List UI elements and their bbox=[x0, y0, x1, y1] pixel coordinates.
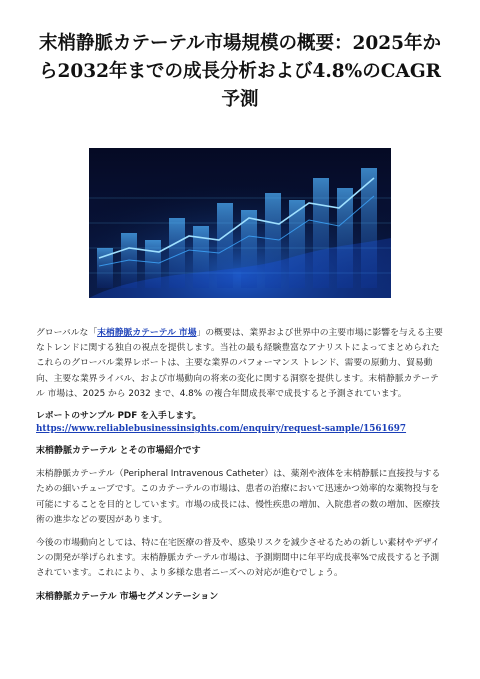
market-link[interactable]: 末梢静脈カテーテル 市場 bbox=[97, 328, 197, 338]
sample-request-block bbox=[36, 410, 446, 436]
growth-chart-illustration bbox=[89, 148, 391, 298]
intro-paragraph bbox=[36, 326, 446, 402]
page-title: 末梢静脈カテーテル市場規模の概要：2025年から2032年までの成長分析および4.8%のCAGR予測 bbox=[38, 33, 442, 110]
sample-request-link[interactable]: https://www.reliablebusinessinsights.com/enquiry/request-sample/1561697 bbox=[36, 424, 407, 435]
hero-image bbox=[89, 148, 391, 298]
section-heading-intro: 末梢静脈カテーテル とその市場紹介です bbox=[36, 446, 201, 457]
section-heading-segmentation: 末梢静脈カテーテル 市場セグメンテーション bbox=[36, 591, 219, 602]
definition-paragraph: 末梢静脈カテーテル（Peripheral Intravenous Catheter）は、薬剤や液体を末梢静脈に直接投与するための細いチューブです。このカテーテルの市場は、患者の治療において迅速かつ効率的な薬物投与を可能にすることを目的としています。市場の成長には、慢性疾患の増加、入院患者の数の増加、医療技術の進歩などの要因があります。 bbox=[36, 469, 441, 525]
article-body bbox=[36, 326, 446, 613]
trends-paragraph: 今後の市場動向としては、特に在宅医療の普及や、感染リスクを減少させるための新しい素材やデザインの開発が挙げられます。末梢静脈カテーテル市場は、予測期間中に年平均成長率%で成長すると予測されています。これにより、より多様な患者ニーズへの対応が進むでしょう。 bbox=[36, 538, 440, 579]
intro-prefix: グローバルな「 bbox=[36, 328, 98, 338]
intro-suffix: 」の概要は、業界および世界中の主要市場に影響を与える主要なトレンドに関する独自の視点を提供します。当社の最も経験豊富なアナリストによってまとめられたこれらのグローバル業界レポートは、主要な業界のパフォーマンス トレンド、需要の原動力、貿易動向、主要な業界ライバル、および市場動向の将来の変化に関する洞察を提供します。末梢静脈カテーテル 市場は、2025 から 2032 まで、4.8% の複合年間成長率で成長すると予測されています。 bbox=[36, 328, 443, 399]
sample-label: レポートのサンプル PDF を入手します。 bbox=[36, 411, 202, 422]
